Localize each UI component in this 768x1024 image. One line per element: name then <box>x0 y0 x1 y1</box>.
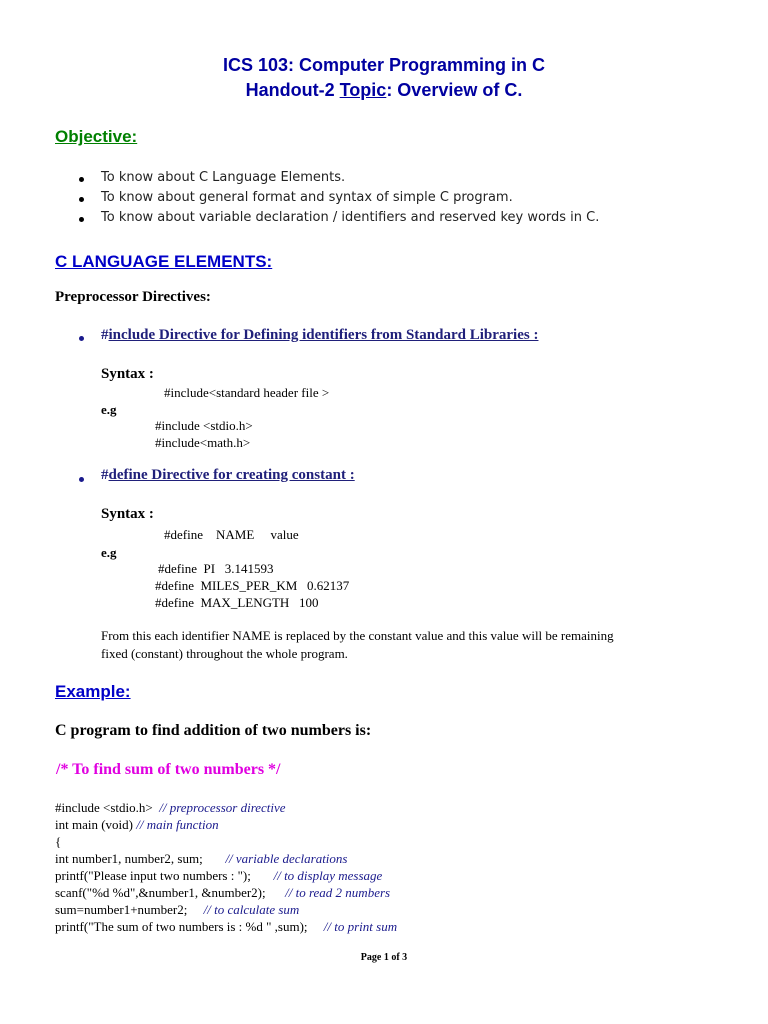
define-eg-label: e.g <box>101 545 117 560</box>
code-comment: // to calculate sum <box>203 902 300 917</box>
bullet-icon <box>79 177 84 182</box>
objective-item: To know about variable declaration / identifiers and reserved key words in C. <box>101 210 600 225</box>
define-example: #define PI 3.141593 <box>158 561 274 576</box>
code-text: sum=number1+number2; <box>55 902 204 917</box>
include-syntax-label: Syntax : <box>101 366 154 382</box>
include-heading-text: include Directive for Defining identifiers from Standard Libraries : <box>108 327 539 343</box>
code-line <box>55 800 286 816</box>
elements-heading: C LANGUAGE ELEMENTS: <box>55 252 273 271</box>
include-heading <box>101 327 538 344</box>
code-text: int number1, number2, sum; <box>55 851 226 866</box>
code-comment-title: /* To find sum of two numbers */ <box>56 761 281 778</box>
subtitle-suffix: : Overview of C. <box>386 80 523 100</box>
code-line <box>55 817 219 833</box>
objective-item: To know about general format and syntax of simple C program. <box>101 190 513 205</box>
code-text: scanf("%d %d",&number1, &number2); <box>55 885 286 900</box>
define-example: #define MILES_PER_KM 0.62137 <box>155 578 350 593</box>
define-note: From this each identifier NAME is replaced by the constant value and this value will be remaining <box>101 628 614 643</box>
example-heading: Example: <box>55 682 131 701</box>
include-hash: # <box>101 327 109 343</box>
objective-item: To know about C Language Elements. <box>101 170 346 185</box>
define-syntax: #define NAME value <box>164 527 299 542</box>
include-eg-label: e.g <box>101 402 117 417</box>
include-example: #include <stdio.h> <box>155 418 253 433</box>
code-text: #include <stdio.h> <box>55 800 160 815</box>
code-comment: // to print sum <box>323 919 398 934</box>
code-text: printf("Please input two numbers : "); <box>55 868 274 883</box>
code-comment: // variable declarations <box>225 851 348 866</box>
code-line <box>55 868 382 884</box>
define-heading <box>101 467 355 484</box>
bullet-icon <box>79 336 84 341</box>
bullet-icon <box>79 477 84 482</box>
bullet-icon <box>79 217 84 222</box>
define-syntax-label: Syntax : <box>101 506 154 522</box>
define-note: fixed (constant) throughout the whole program. <box>101 646 348 661</box>
code-line <box>55 919 397 935</box>
define-example: #define MAX_LENGTH 100 <box>155 595 319 610</box>
code-line <box>55 834 61 850</box>
preprocessor-label: Preprocessor Directives: <box>55 289 211 305</box>
include-example: #include<math.h> <box>155 435 251 450</box>
code-text: printf("The sum of two numbers is : %d " ,sum); <box>55 919 324 934</box>
code-text: int main (void) <box>55 817 137 832</box>
page-number: Page 1 of 3 <box>360 952 408 963</box>
subtitle-topic: Topic <box>339 80 387 100</box>
code-comment: // to read 2 numbers <box>285 885 391 900</box>
code-comment: // to display message <box>273 868 383 883</box>
document-subtitle <box>0 80 768 101</box>
code-line <box>55 851 347 867</box>
include-syntax: #include<standard header file > <box>164 385 330 400</box>
bullet-icon <box>79 197 84 202</box>
code-text: { <box>55 834 62 849</box>
subtitle-prefix: Handout-2 <box>245 80 340 100</box>
code-comment: // main function <box>136 817 219 832</box>
example-intro: C program to find addition of two numbers is: <box>55 722 372 739</box>
define-hash: # <box>101 467 109 483</box>
define-heading-text: define Directive for creating constant : <box>108 467 355 483</box>
code-comment: // preprocessor directive <box>159 800 286 815</box>
objective-heading: Objective: <box>55 127 138 146</box>
code-line <box>55 885 390 901</box>
code-line <box>55 902 299 918</box>
document-title: ICS 103: Computer Programming in C <box>222 55 546 75</box>
